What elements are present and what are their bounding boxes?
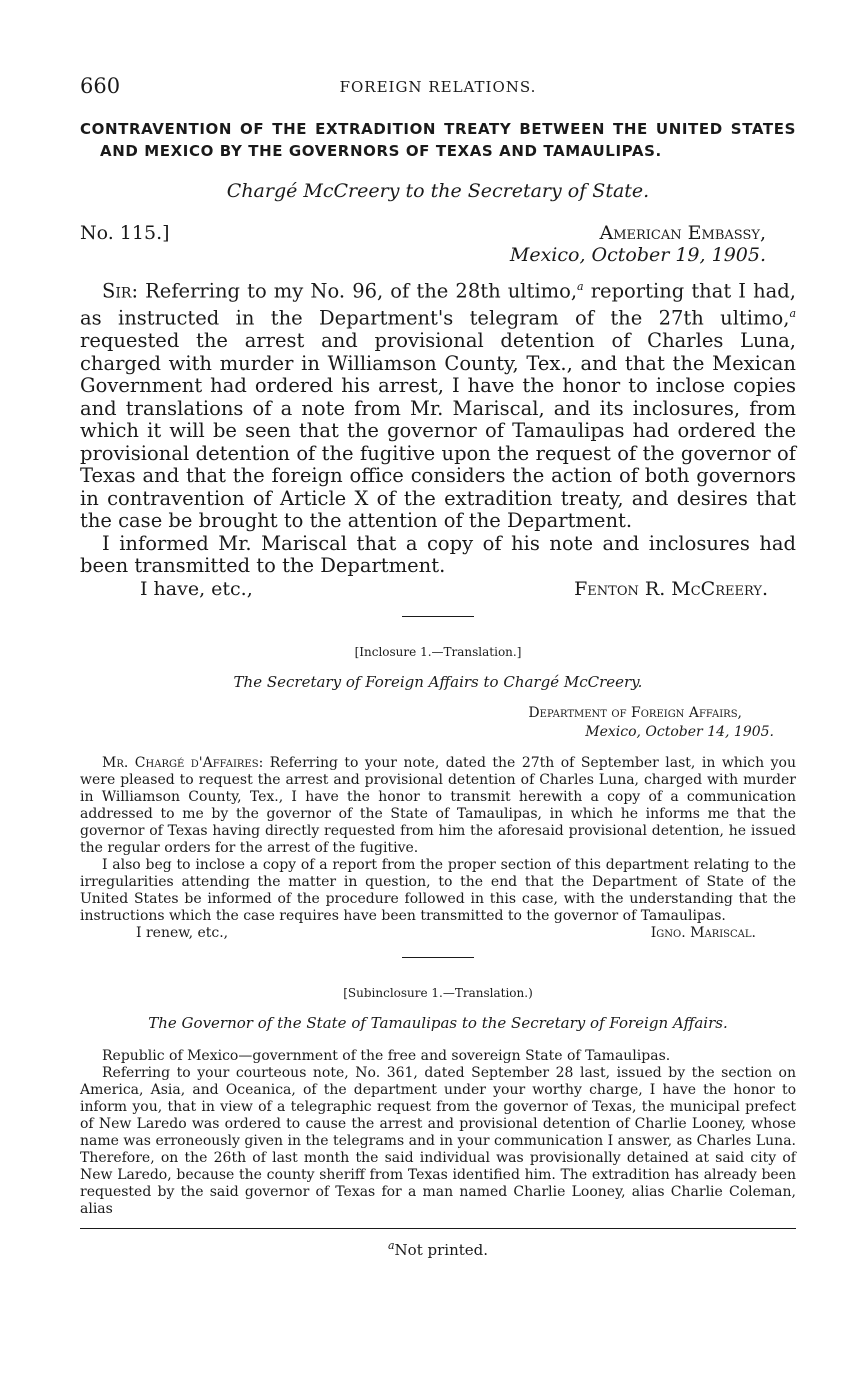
signature: Igno. Mariscal. <box>650 924 756 941</box>
inclosure-label: [Inclosure 1.—Translation.] <box>354 644 522 659</box>
subinclosure-paragraph: Referring to your courteous note, No. 361, dated September 28 last, issued by the section on America, Asia, and Oceanica, of the department under your worthy charge, I have the honor to inform you, that in view of a telegraphic request from the governor of Texas, the municipal prefect of New Laredo was ordered to cause the arrest and provisional detention of Charlie Looney, whose name was erroneously given in the telegrams and in your communication I answer, as Charles Luna. Therefore, on the 26th of last month the said individual was provisionally detained at said city of New Laredo, because the county sheriff from Texas identified him. The extradition has already been requested by the said governor of Texas for a man named Charlie Looney, alias Charlie Coleman, alias <box>80 1064 796 1217</box>
closing: I have, etc., <box>140 577 253 600</box>
dispatch-number: No. 115.] <box>80 222 170 244</box>
paragraph-text: reporting that I had, as instructed in the Department's telegram of the 27th ultimo, <box>80 279 796 330</box>
subinclosure-body <box>80 1048 796 1218</box>
page-number: 660 <box>80 74 121 98</box>
footnote-mark: a <box>577 280 584 293</box>
paragraph-text: : Referring to my No. 96, of the 28th ultimo, <box>131 279 578 303</box>
footnote-text: Not printed. <box>394 1240 489 1259</box>
inclosure-address-block <box>80 705 796 747</box>
section-divider <box>402 616 474 617</box>
letter-date: Mexico, October 19, 1905. <box>509 244 766 266</box>
letter-paragraph: I informed Mr. Mariscal that a copy of his note and inclosures had been transmitted to the Department. <box>80 531 796 577</box>
subinclosure-paragraph: Republic of Mexico—government of the free and sovereign State of Tamaulipas. <box>102 1047 671 1064</box>
inclosure-paragraph <box>80 755 796 857</box>
footnote-rule <box>80 1228 796 1229</box>
inclosure-signature-row <box>80 925 796 943</box>
inclosure-paragraph: I also beg to inclose a copy of a report from the proper section of this department relating to the irregularities attending the matter in question, to the end that the Department of State of the United States be informed of the procedure followed in this case, with the understanding that the instructions which the case requires have been transmitted to the governor of Tamaulipas. <box>80 856 796 924</box>
subinclosure-title: The Governor of the State of Tamaulipas to the Secretary of Foreign Affairs. <box>148 1013 728 1032</box>
letter-paragraph <box>80 276 796 533</box>
salutation: Mr. Chargé d'Affaires <box>102 754 259 771</box>
footnote <box>80 1239 796 1259</box>
inclosure-date: Mexico, October 14, 1905. <box>585 723 774 740</box>
letter-title: Chargé McCreery to the Secretary of State. <box>226 180 650 202</box>
footnote-mark: a <box>387 1238 395 1252</box>
inclosure-body <box>80 755 796 925</box>
letter-address-block <box>80 218 796 268</box>
subinclosure-label: [Subinclosure 1.—Translation.) <box>343 985 533 1000</box>
inclosure-title: The Secretary of Foreign Affairs to Chargé McCreery. <box>233 672 643 691</box>
section-headline: CONTRAVENTION OF THE EXTRADITION TREATY BETWEEN THE UNITED STATES AND MEXICO BY THE GOVERNORS OF TEXAS AND TAMAULIPAS. <box>80 120 796 160</box>
closing: I renew, etc., <box>136 924 229 941</box>
footnote-mark: a <box>789 307 796 320</box>
paragraph-text: requested the arrest and provisional detention of Charles Luna, charged with murder in Williamson County, Tex., and that the Mexican Government had ordered his arrest, I have the honor to inclose copies and translations of a note from Mr. Mariscal, and its inclosures, from which it will be seen that the governor of Tamaulipas had ordered the provisional detention of the fugitive upon the request of the governor of Texas and that the foreign office considers the action of both governors in contravention of Article X of the extradition treaty, and desires that the case be brought to the attention of the Department. <box>80 329 796 532</box>
signature: Fenton R. McCreery. <box>574 577 768 600</box>
letter-body <box>80 276 796 578</box>
running-title: FOREIGN RELATIONS. <box>339 78 537 96</box>
document-page <box>80 74 796 1259</box>
letter-signature-row <box>80 578 796 602</box>
sender-place: American Embassy, <box>599 222 766 244</box>
salutation: Sir <box>102 279 132 303</box>
sender-place: Department of Foreign Affairs, <box>528 704 742 721</box>
section-divider <box>402 957 474 958</box>
paragraph-text: : Referring to your note, dated the 27th of September last, in which you were pleased to request the arrest and provisional detention of Charles Luna, charged with murder in Williamson County, Tex., I have the honor to transmit herewith a copy of a communication addressed to me by the governor of the State of Tamaulipas, in which he informs me that the governor of Texas having directly requested from him the aforesaid provisional detention, he issued the regular orders for the arrest of the fugitive. <box>80 754 796 856</box>
running-header <box>80 74 796 100</box>
